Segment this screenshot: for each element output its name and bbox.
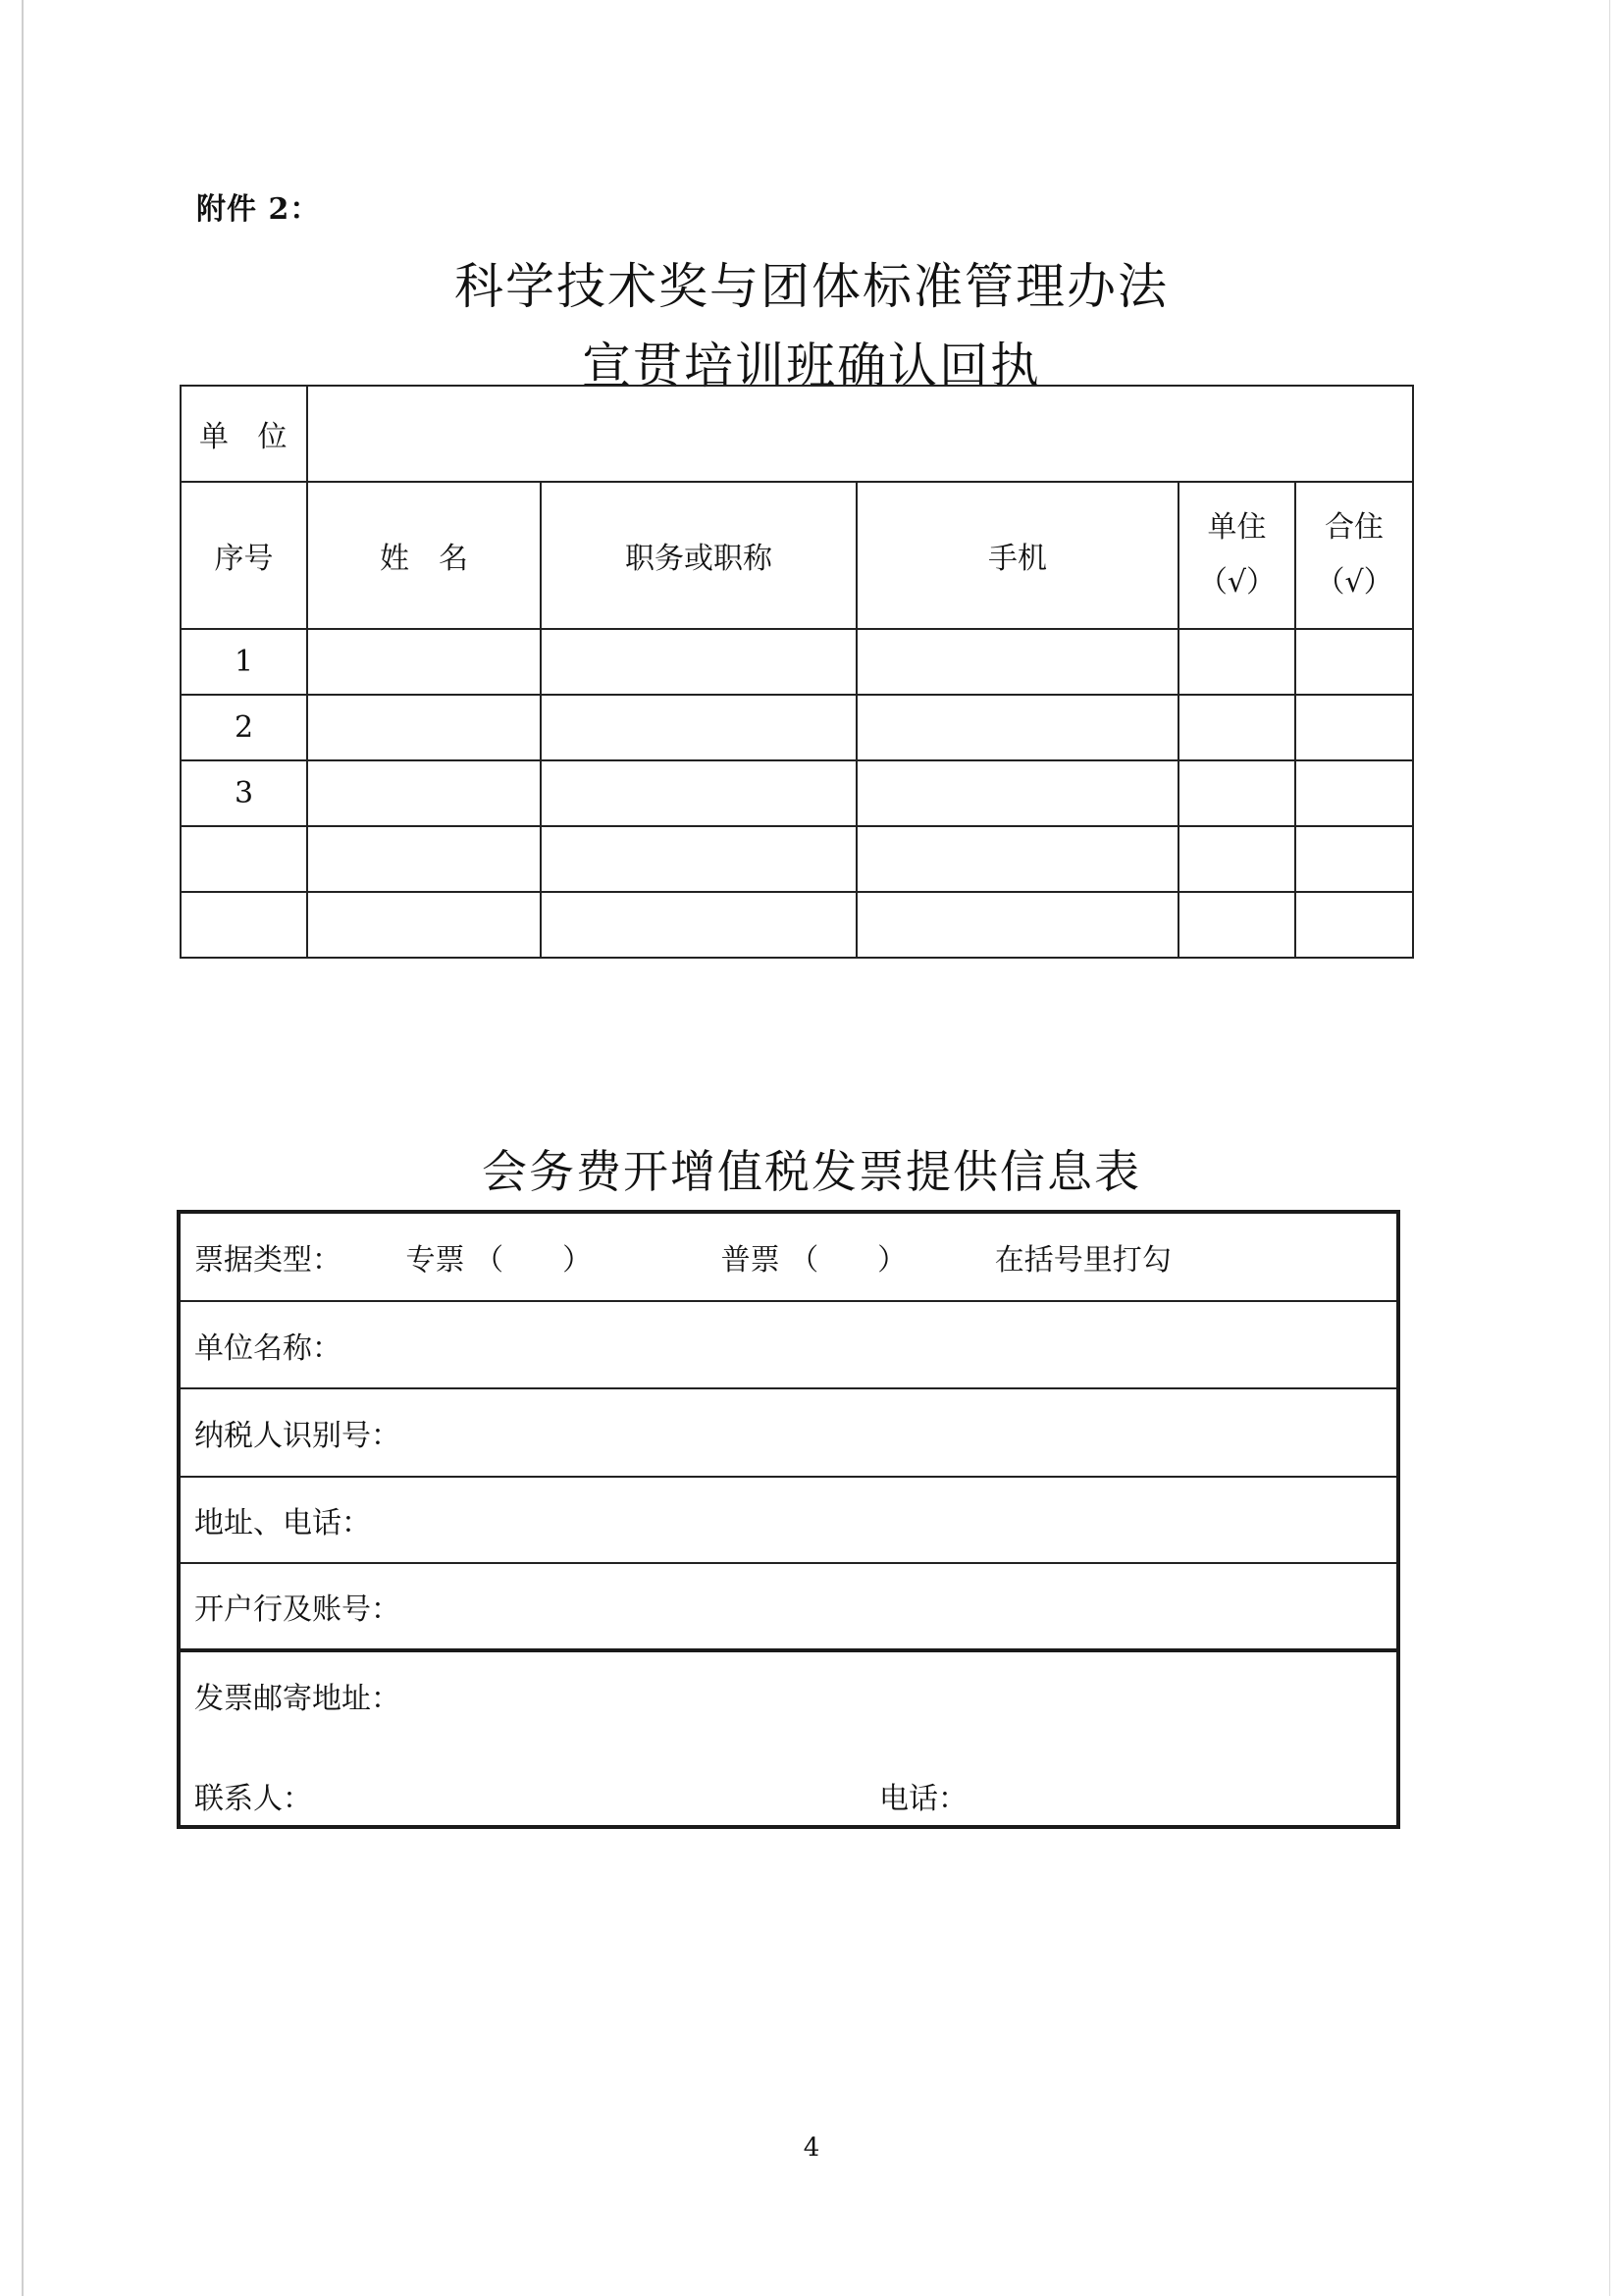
table-row xyxy=(181,695,1413,760)
mobile-cell[interactable] xyxy=(857,892,1178,958)
shared-room-cell[interactable] xyxy=(1295,629,1413,695)
unit-input-cell[interactable] xyxy=(307,386,1413,482)
mobile-cell[interactable] xyxy=(857,826,1178,892)
page-number: 4 xyxy=(803,2133,820,2163)
mobile-cell[interactable] xyxy=(857,760,1178,826)
header-single-room-check: （√） xyxy=(1197,565,1277,600)
single-room-cell[interactable] xyxy=(1178,629,1295,695)
company-name-field[interactable]: 单位名称： xyxy=(179,1301,1398,1388)
name-cell[interactable] xyxy=(307,892,541,958)
bank-account-row xyxy=(179,1563,1398,1650)
unit-row xyxy=(181,386,1413,482)
contact-person-field[interactable]: 联系人： xyxy=(194,1782,312,1816)
name-cell[interactable] xyxy=(307,629,541,695)
shared-room-cell[interactable] xyxy=(1295,826,1413,892)
mobile-cell[interactable] xyxy=(857,695,1178,760)
invoice-type-row xyxy=(179,1212,1398,1301)
tick-hint: 在括号里打勾 xyxy=(994,1243,1172,1278)
header-mobile: 手机 xyxy=(857,482,1178,629)
invoice-type-label: 票据类型： xyxy=(194,1243,341,1278)
registration-table xyxy=(180,385,1414,959)
taxpayer-id-row xyxy=(179,1388,1398,1477)
row-seq: 1 xyxy=(181,629,307,695)
mailing-address-field[interactable]: 发票邮寄地址： xyxy=(194,1682,400,1716)
shared-room-cell[interactable] xyxy=(1295,892,1413,958)
normal-invoice-checkbox[interactable]: （ ） xyxy=(789,1243,908,1278)
document-subtitle: 宣贯培训班确认回执 xyxy=(582,338,1041,394)
row-seq xyxy=(181,892,307,958)
position-cell[interactable] xyxy=(541,892,857,958)
single-room-cell[interactable] xyxy=(1178,695,1295,760)
position-cell[interactable] xyxy=(541,826,857,892)
single-room-cell[interactable] xyxy=(1178,760,1295,826)
taxpayer-id-field[interactable]: 纳税人识别号： xyxy=(179,1388,1398,1477)
table-row xyxy=(181,629,1413,695)
single-room-cell[interactable] xyxy=(1178,892,1295,958)
row-seq: 3 xyxy=(181,760,307,826)
table-row xyxy=(181,826,1413,892)
invoice-title: 会务费开增值税发票提供信息表 xyxy=(482,1145,1141,1198)
address-phone-row xyxy=(179,1477,1398,1563)
header-shared-room xyxy=(1295,482,1413,629)
table-row xyxy=(181,760,1413,826)
header-single-room xyxy=(1178,482,1295,629)
header-shared-room-label: 合住 xyxy=(1325,510,1385,545)
attachment-label: 附件 2： xyxy=(196,192,321,227)
position-cell[interactable] xyxy=(541,629,857,695)
name-cell[interactable] xyxy=(307,826,541,892)
invoice-type-cell xyxy=(179,1212,1398,1301)
header-name: 姓 名 xyxy=(307,482,541,629)
header-shared-room-check: （√） xyxy=(1315,565,1393,600)
position-cell[interactable] xyxy=(541,760,857,826)
invoice-table xyxy=(177,1210,1400,1829)
single-room-cell[interactable] xyxy=(1178,826,1295,892)
special-invoice-checkbox[interactable]: （ ） xyxy=(474,1243,593,1278)
shared-room-cell[interactable] xyxy=(1295,695,1413,760)
table-row xyxy=(181,892,1413,958)
unit-label: 单 位 xyxy=(181,386,307,482)
shared-room-cell[interactable] xyxy=(1295,760,1413,826)
special-invoice-label: 专票 xyxy=(405,1243,465,1278)
contact-phone-field[interactable]: 电话： xyxy=(879,1782,968,1816)
position-cell[interactable] xyxy=(541,695,857,760)
address-phone-field[interactable]: 地址、电话： xyxy=(179,1477,1398,1563)
name-cell[interactable] xyxy=(307,760,541,826)
header-row xyxy=(181,482,1413,629)
header-single-room-label: 单住 xyxy=(1207,510,1267,545)
company-name-row xyxy=(179,1301,1398,1388)
document-title: 科学技术奖与团体标准管理办法 xyxy=(454,258,1169,315)
mailing-cell xyxy=(179,1650,1398,1827)
normal-invoice-label: 普票 xyxy=(720,1243,780,1278)
header-seq: 序号 xyxy=(181,482,307,629)
mobile-cell[interactable] xyxy=(857,629,1178,695)
row-seq xyxy=(181,826,307,892)
header-position: 职务或职称 xyxy=(541,482,857,629)
row-seq: 2 xyxy=(181,695,307,760)
mailing-row xyxy=(179,1650,1398,1827)
name-cell[interactable] xyxy=(307,695,541,760)
bank-account-field[interactable]: 开户行及账号： xyxy=(179,1563,1398,1650)
